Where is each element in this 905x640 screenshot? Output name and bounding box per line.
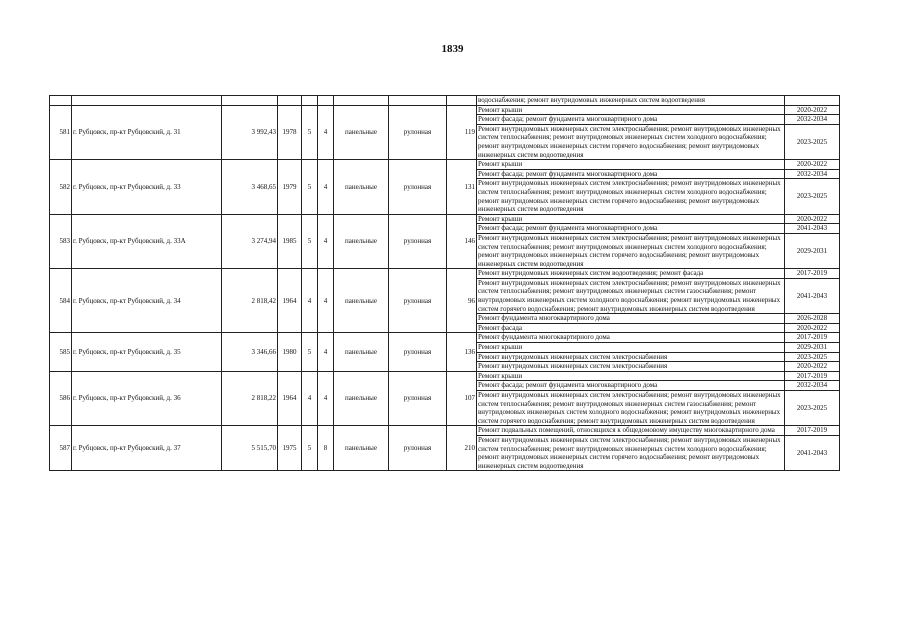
roof-type: рулонная	[389, 371, 447, 426]
building-number: 587	[50, 426, 72, 471]
work-description: Ремонт внутридомовых инженерных систем электроснабжения; ремонт внутридомовых инженерных систем теплоснабжения; ремонт внутридомовых инженерных систем холодного водоснабжения; ремонт внутридомовых инженерных систем горячего водоснабжения; ремонт внутридомовых инженерных систем водоотведения	[477, 435, 785, 470]
cell-empty	[334, 96, 389, 106]
work-description: Ремонт внутридомовых инженерных систем электроснабжения	[477, 352, 785, 362]
commission-year: 1964	[278, 371, 302, 426]
work-period: 2032-2034	[785, 381, 840, 391]
commission-year: 1979	[278, 160, 302, 215]
cell-empty	[302, 96, 318, 106]
wall-material: панельные	[334, 160, 389, 215]
work-period: 2032-2034	[785, 115, 840, 125]
work-description: Ремонт внутридомовых инженерных систем электроснабжения; ремонт внутридомовых инженерных систем теплоснабжения; ремонт внутридомовых инженерных систем холодного водоснабжения; ремонт внутридомовых инженерных систем горячего водоснабжения; ремонт внутридомовых инженерных систем водоотведения	[477, 124, 785, 159]
commission-year: 1975	[278, 426, 302, 471]
page-number: 1839	[441, 43, 464, 55]
building-address: г. Рубцовск, пр-кт Рубцовский, д. 36	[72, 371, 222, 426]
work-description: Ремонт фасада	[477, 323, 785, 333]
wall-material: панельные	[334, 105, 389, 160]
roof-type: рулонная	[389, 160, 447, 215]
entrance-count: 4	[318, 269, 334, 333]
table-row	[50, 105, 840, 115]
building-address: г. Рубцовск, пр-кт Рубцовский, д. 37	[72, 426, 222, 471]
floor-count: 5	[302, 105, 318, 160]
table-row	[50, 269, 840, 279]
table-row	[50, 426, 840, 436]
floor-count: 4	[302, 269, 318, 333]
building-area: 2 818,42	[222, 269, 278, 333]
building-address: г. Рубцовск, пр-кт Рубцовский, д. 35	[72, 333, 222, 371]
building-number: 583	[50, 214, 72, 269]
commission-year: 1985	[278, 214, 302, 269]
work-period: 2017-2019	[785, 426, 840, 436]
work-period: 2029-2031	[785, 343, 840, 353]
unit-count: 210	[447, 426, 477, 471]
building-area: 3 992,43	[222, 105, 278, 160]
wall-material: панельные	[334, 426, 389, 471]
work-description: Ремонт крыши	[477, 214, 785, 224]
entrance-count: 4	[318, 371, 334, 426]
cell-empty	[222, 96, 278, 106]
cell-empty	[389, 96, 447, 106]
continuation-row	[50, 96, 840, 106]
entrance-count: 4	[318, 105, 334, 160]
entrance-count: 4	[318, 214, 334, 269]
work-description: водоснабжения; ремонт внутридомовых инженерных систем водоотведения	[477, 96, 785, 106]
building-number: 585	[50, 333, 72, 371]
work-period: 2023-2025	[785, 124, 840, 159]
building-area: 2 818,22	[222, 371, 278, 426]
wall-material: панельные	[334, 333, 389, 371]
unit-count: 136	[447, 333, 477, 371]
entrance-count: 4	[318, 160, 334, 215]
building-address: г. Рубцовск, пр-кт Рубцовский, д. 31	[72, 105, 222, 160]
work-description: Ремонт крыши	[477, 343, 785, 353]
roof-type: рулонная	[389, 214, 447, 269]
cell-empty	[72, 96, 222, 106]
work-description: Ремонт крыши	[477, 371, 785, 381]
cell-empty	[278, 96, 302, 106]
work-description: Ремонт внутридомовых инженерных систем электроснабжения; ремонт внутридомовых инженерных систем теплоснабжения; ремонт внутридомовых инженерных систем газоснабжения; ремонт внутридомовых инженерных систем холодного водоснабжения; ремонт внутридомовых инженерных систем горячего водоснабжения; ремонт внутридомовых инженерных систем водоотведения	[477, 391, 785, 426]
building-address: г. Рубцовск, пр-кт Рубцовский, д. 33	[72, 160, 222, 215]
unit-count: 119	[447, 105, 477, 160]
work-period: 2020-2022	[785, 160, 840, 170]
building-number: 582	[50, 160, 72, 215]
commission-year: 1980	[278, 333, 302, 371]
work-description: Ремонт внутридомовых инженерных систем водоотведения; ремонт фасада	[477, 269, 785, 279]
building-number: 581	[50, 105, 72, 160]
floor-count: 5	[302, 160, 318, 215]
unit-count: 96	[447, 269, 477, 333]
building-area: 3 346,66	[222, 333, 278, 371]
work-period: 2032-2034	[785, 169, 840, 179]
work-period: 2020-2022	[785, 362, 840, 372]
work-period: 2017-2019	[785, 371, 840, 381]
work-description: Ремонт внутридомовых инженерных систем электроснабжения	[477, 362, 785, 372]
wall-material: панельные	[334, 214, 389, 269]
work-period: 2029-2031	[785, 233, 840, 268]
floor-count: 5	[302, 426, 318, 471]
table-row	[50, 333, 840, 343]
work-description: Ремонт внутридомовых инженерных систем электроснабжения; ремонт внутридомовых инженерных систем теплоснабжения; ремонт внутридомовых инженерных систем холодного водоснабжения; ремонт внутридомовых инженерных систем горячего водоснабжения; ремонт внутридомовых инженерных систем водоотведения	[477, 233, 785, 268]
unit-count: 107	[447, 371, 477, 426]
building-area: 3 274,94	[222, 214, 278, 269]
roof-type: рулонная	[389, 426, 447, 471]
work-description: Ремонт фасада; ремонт фундамента многоквартирного дома	[477, 224, 785, 234]
building-number: 586	[50, 371, 72, 426]
unit-count: 131	[447, 160, 477, 215]
work-description: Ремонт фундамента многоквартирного дома	[477, 314, 785, 324]
roof-type: рулонная	[389, 105, 447, 160]
work-description: Ремонт фасада; ремонт фундамента многоквартирного дома	[477, 115, 785, 125]
work-period: 2020-2022	[785, 323, 840, 333]
cell-empty	[50, 96, 72, 106]
wall-material: панельные	[334, 269, 389, 333]
work-period: 2020-2022	[785, 214, 840, 224]
work-period: 2023-2025	[785, 391, 840, 426]
table-row	[50, 371, 840, 381]
roof-type: рулонная	[389, 333, 447, 371]
work-period	[785, 96, 840, 106]
work-description: Ремонт внутридомовых инженерных систем электроснабжения; ремонт внутридомовых инженерных систем теплоснабжения; ремонт внутридомовых инженерных систем газоснабжения; ремонт внутридомовых инженерных систем холодного водоснабжения; ремонт внутридомовых инженерных систем горячего водоснабжения; ремонт внутридомовых инженерных систем водоотведения	[477, 278, 785, 313]
work-description: Ремонт подвальных помещений, относящихся к общедомовому имуществу многоквартирного дома	[477, 426, 785, 436]
unit-count: 146	[447, 214, 477, 269]
housing-registry-table	[49, 95, 840, 471]
cell-empty	[318, 96, 334, 106]
work-period: 2041-2043	[785, 435, 840, 470]
table-row	[50, 160, 840, 170]
entrance-count: 4	[318, 333, 334, 371]
commission-year: 1964	[278, 269, 302, 333]
work-period: 2041-2043	[785, 278, 840, 313]
work-description: Ремонт фундамента многоквартирного дома	[477, 333, 785, 343]
commission-year: 1978	[278, 105, 302, 160]
building-area: 3 468,65	[222, 160, 278, 215]
work-period: 2041-2043	[785, 224, 840, 234]
work-period: 2026-2028	[785, 314, 840, 324]
work-period: 2017-2019	[785, 333, 840, 343]
work-period: 2017-2019	[785, 269, 840, 279]
building-address: г. Рубцовск, пр-кт Рубцовский, д. 33А	[72, 214, 222, 269]
work-period: 2023-2025	[785, 179, 840, 214]
work-description: Ремонт фасада; ремонт фундамента многоквартирного дома	[477, 381, 785, 391]
work-description: Ремонт фасада; ремонт фундамента многоквартирного дома	[477, 169, 785, 179]
floor-count: 5	[302, 333, 318, 371]
entrance-count: 8	[318, 426, 334, 471]
building-address: г. Рубцовск, пр-кт Рубцовский, д. 34	[72, 269, 222, 333]
table-row	[50, 214, 840, 224]
building-number: 584	[50, 269, 72, 333]
registry-body	[50, 96, 840, 471]
floor-count: 4	[302, 371, 318, 426]
roof-type: рулонная	[389, 269, 447, 333]
work-period: 2020-2022	[785, 105, 840, 115]
work-description: Ремонт крыши	[477, 105, 785, 115]
work-period: 2023-2025	[785, 352, 840, 362]
building-area: 5 515,70	[222, 426, 278, 471]
work-description: Ремонт крыши	[477, 160, 785, 170]
work-description: Ремонт внутридомовых инженерных систем электроснабжения; ремонт внутридомовых инженерных систем теплоснабжения; ремонт внутридомовых инженерных систем холодного водоснабжения; ремонт внутридомовых инженерных систем горячего водоснабжения; ремонт внутридомовых инженерных систем водоотведения	[477, 179, 785, 214]
cell-empty	[447, 96, 477, 106]
floor-count: 5	[302, 214, 318, 269]
wall-material: панельные	[334, 371, 389, 426]
